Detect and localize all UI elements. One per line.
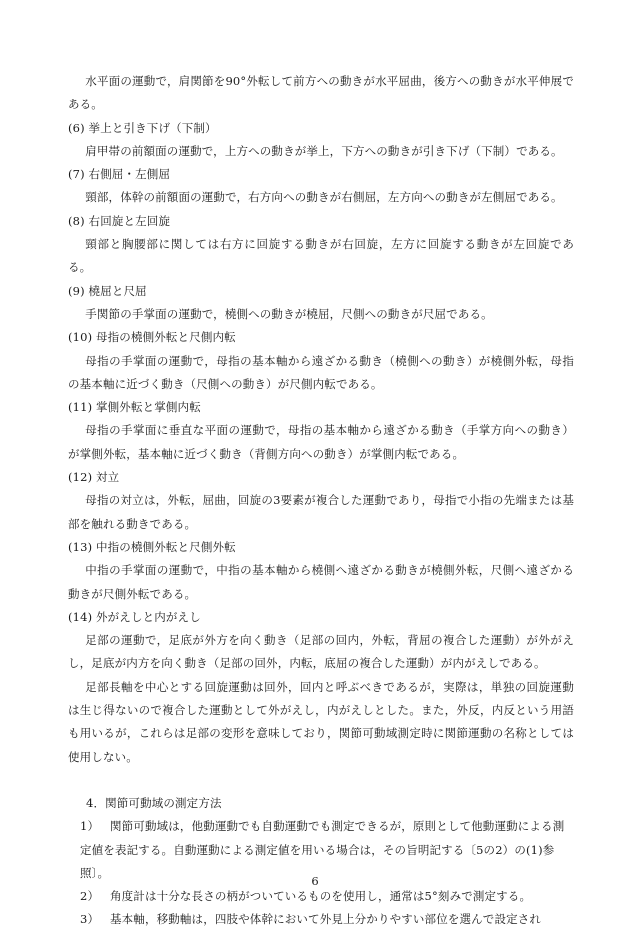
section-title-measurement-method: 4．関節可動域の測定方法 (86, 795, 222, 810)
list-item-text: 基本軸，移動軸は，四肢や体幹において外見上分かりやすい部位を選んで設定され (110, 912, 542, 927)
paragraph-opposition: 母指の対立は，外転，屈曲，回旋の3要素が複合した運動であり，母指で小指の先端または基部を触れる動きである。 (68, 493, 574, 531)
list-item-text: 関節可動域は，他動運動でも自動運動でも測定できるが，原則として他動運動による測定値を表記する。自動運動による測定値を用いる場合は，その旨明記する〔5の2）の(1)参照〕。 (80, 819, 565, 880)
list-item-text: 角度計は十分な長さの柄がついているものを使用し，通常は5°刻みで測定する。 (110, 889, 532, 904)
list-item-number: 3） (80, 912, 100, 927)
paragraph-palmar-abduction: 母指の手掌面に垂直な平面の運動で，母指の基本軸から遠ざかる動き（手掌方向への動き）が掌側外転，基本軸に近づく動き（背側方向への動き）が掌側内転である。 (68, 423, 574, 461)
heading-middle-finger-abduction: (13) 中指の橈側外転と尺側外転 (68, 539, 236, 554)
heading-palmar-abduction: (11) 掌側外転と掌側内転 (68, 400, 201, 415)
heading-radial-ulnar-flexion: (9) 橈屈と尺屈 (68, 283, 147, 298)
heading-rotation: (8) 右回旋と左回旋 (68, 213, 171, 228)
list-item (68, 908, 574, 931)
paragraph-middle-finger-abduction: 中指の手掌面の運動で，中指の基本軸から橈側へ遠ざかる動きが橈側外転，尺側へ遠ざかる動きが尺側外転である。 (68, 563, 574, 601)
paragraph-elevation-depression: 肩甲帯の前額面の運動で，上方への動きが挙上，下方への動きが引き下げ（下制）である。 (85, 143, 563, 158)
heading-thumb-radial-abduction: (10) 母指の橈側外転と尺側内転 (68, 330, 236, 345)
paragraph-lateral-flexion: 頸部，体幹の前額面の運動で，右方向への動きが右側屈，左方向への動きが左側屈である。 (85, 190, 563, 205)
paragraph-radial-ulnar-flexion: 手関節の手掌面の運動で，橈側への動きが橈屈，尺側への動きが尺屈である。 (85, 306, 493, 321)
list-item (68, 885, 574, 908)
page-number: 6 (311, 874, 319, 888)
page-body (68, 70, 574, 932)
paragraph-thumb-radial-abduction: 母指の手掌面の運動で，母指の基本軸から遠ざかる動き（橈側への動き）が橈側外転，母指の基本軸に近づく動き（尺側への動き）が尺側内転である。 (68, 353, 574, 391)
heading-opposition: (12) 対立 (68, 470, 120, 485)
heading-eversion-inversion: (14) 外がえしと内がえし (68, 609, 201, 624)
paragraph-rotation: 頸部と胸腰部に関しては右方に回旋する動きが右回旋，左方に回旋する動きが左回旋である。 (68, 237, 574, 275)
paragraph-eversion-inversion-note: 足部長軸を中心とする回旋運動は回外，回内と呼ぶべきであるが，実際は，単独の回旋運動は生じ得ないので複合した運動として外がえし，内がえしとした。また，外反，内反という用語も用いるが，これらは足部の変形を意味しており，関節可動域測定時に関節運動の名称としては使用しない。 (68, 679, 574, 764)
paragraph-eversion-inversion: 足部の運動で，足底が外方を向く動き（足部の回内，外転，背屈の複合した運動）が外がえし，足底が内方を向く動き（足部の回外，内転，底屈の複合した運動）が内がえしである。 (68, 633, 574, 671)
heading-lateral-flexion: (7) 右側屈・左側屈 (68, 167, 171, 182)
paragraph-horizontal-plane: 水平面の運動で，肩関節を90°外転して前方への動きが水平屈曲，後方への動きが水平伸展である。 (68, 74, 574, 112)
list-item-number: 2） (80, 889, 100, 904)
list-item-number: 1） (80, 819, 100, 834)
heading-elevation-depression: (6) 挙上と引き下げ（下制） (68, 120, 217, 135)
